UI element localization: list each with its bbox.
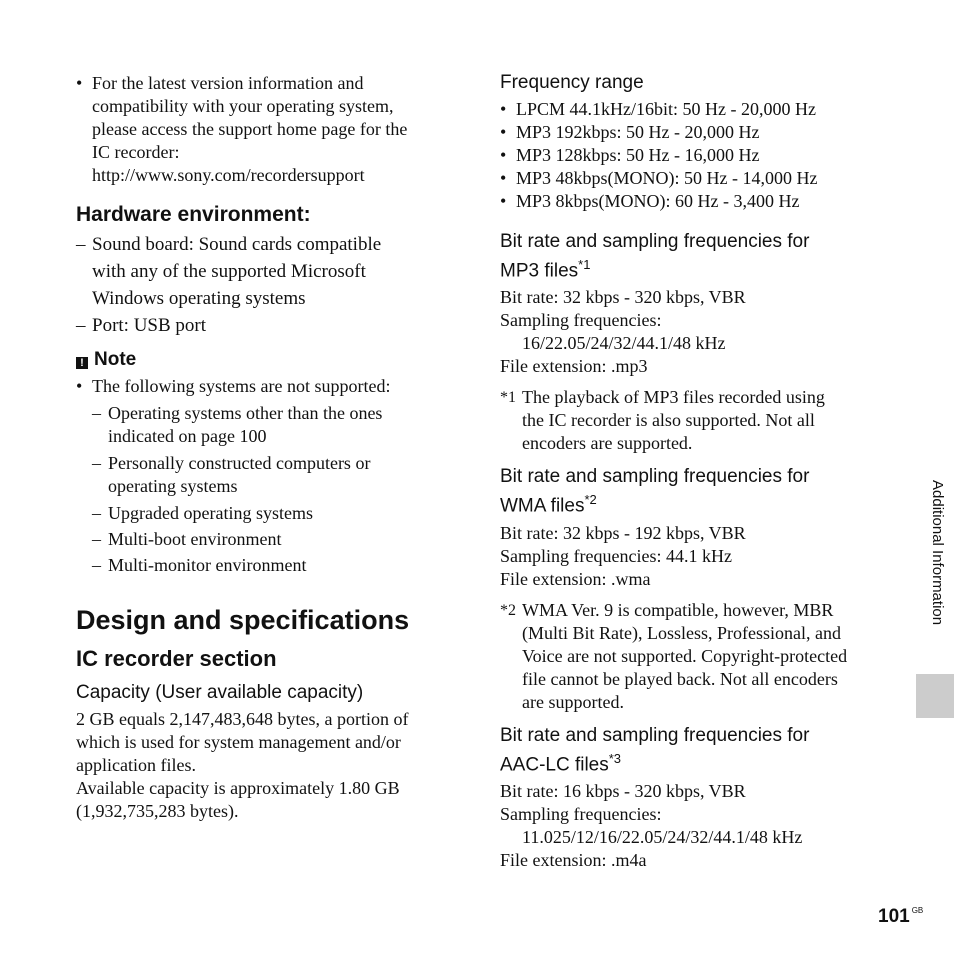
footnote-line: are supported. — [522, 691, 624, 712]
note-subitem-line: operating systems — [108, 476, 238, 496]
wma-bitrate: Bit rate: 32 kbps - 192 kbps, VBR — [500, 522, 746, 543]
mp3-extension: File extension: .mp3 — [500, 356, 648, 377]
footnote-line: WMA Ver. 9 is compatible, however, MBR — [522, 599, 834, 620]
frequency-item: • MP3 48kbps(MONO): 50 Hz - 14,000 Hz — [500, 167, 890, 190]
footnote-marker: *2 — [584, 492, 597, 508]
capacity-line: application files. — [76, 755, 196, 775]
hardware-line: Windows operating systems — [92, 288, 306, 309]
mp3-heading — [500, 230, 890, 282]
frequency-item: • LPCM 44.1kHz/16bit: 50 Hz - 20,000 Hz — [500, 98, 890, 121]
capacity-line: which is used for system management and/or — [76, 732, 401, 752]
note-bullet: • The following systems are not supported: — [76, 375, 476, 398]
intro-line: • For the latest version information and — [92, 73, 364, 93]
hardware-item — [76, 312, 476, 339]
footnote-line: The playback of MP3 files recorded using — [522, 387, 825, 408]
frequency-list — [500, 98, 890, 213]
capacity-line: Available capacity is approximately 1.80 GB — [76, 778, 400, 798]
right-column — [500, 72, 890, 872]
intro-line: please access the support home page for the — [92, 119, 408, 139]
page-number — [878, 906, 923, 928]
left-column — [76, 72, 476, 823]
note-subitem — [92, 402, 476, 448]
mp3-footnote — [500, 386, 890, 455]
note-subitem-line: – Multi-boot environment — [108, 529, 282, 549]
capacity-line: 2 GB equals 2,147,483,648 bytes, a portion of — [76, 709, 409, 729]
design-heading: Design and specifications — [76, 605, 410, 635]
frequency-heading: Frequency range — [500, 72, 644, 93]
mp3-sampling-values: 16/22.05/24/32/44.1/48 kHz — [522, 333, 726, 354]
capacity-heading: Capacity (User available capacity) — [76, 682, 364, 703]
aac-specs — [500, 780, 890, 872]
aac-sampling-label: Sampling frequencies: — [500, 803, 662, 824]
aac-heading-line: AAC-LC files — [500, 753, 609, 775]
hardware-line: – Port: USB port — [92, 315, 207, 336]
wma-extension: File extension: .wma — [500, 568, 651, 589]
footnote-line: (Multi Bit Rate), Lossless, Professional, and — [522, 622, 841, 643]
note-subitem — [92, 554, 476, 577]
aac-sampling-values: 11.025/12/16/22.05/24/32/44.1/48 kHz — [522, 826, 803, 847]
mp3-bitrate: Bit rate: 32 kbps - 320 kbps, VBR — [500, 287, 746, 308]
aac-heading-line: Bit rate and sampling frequencies for — [500, 724, 810, 746]
frequency-item: • MP3 128kbps: 50 Hz - 16,000 Hz — [500, 144, 890, 167]
footnote-marker: *2 — [500, 601, 516, 619]
note-heading — [76, 349, 476, 371]
note-subitem-line: indicated on page 100 — [108, 426, 267, 446]
capacity-line: (1,932,735,283 bytes). — [76, 801, 239, 821]
wma-heading-line: WMA files — [500, 495, 585, 517]
wma-specs — [500, 522, 890, 591]
note-subitem-line: – Operating systems other than the ones — [108, 403, 383, 423]
footnote-marker: *1 — [578, 257, 591, 272]
note-icon: ! — [76, 357, 88, 369]
page-number-value: 101 — [878, 906, 910, 927]
frequency-item: • MP3 8kbps(MONO): 60 Hz - 3,400 Hz — [500, 190, 890, 213]
hardware-heading: Hardware environment: — [76, 203, 311, 226]
note-subitem — [92, 452, 476, 498]
wma-footnote — [500, 599, 890, 714]
note-title: Note — [94, 349, 137, 370]
footnote-line: file cannot be played back. Not all encoders — [522, 668, 838, 689]
footnote-line: encoders are supported. — [522, 433, 693, 454]
mp3-specs — [500, 286, 890, 378]
aac-heading — [500, 724, 890, 776]
note-subitem — [92, 502, 476, 525]
note-subitem-line: – Personally constructed computers or — [108, 453, 371, 473]
aac-extension: File extension: .m4a — [500, 849, 647, 870]
wma-heading — [500, 465, 890, 517]
side-section-label: Additional Information — [929, 480, 946, 626]
note-subitem-line: – Multi-monitor environment — [108, 555, 307, 575]
hardware-line: with any of the supported Microsoft — [92, 261, 366, 282]
note-subitem — [92, 528, 476, 551]
mp3-heading-line: Bit rate and sampling frequencies for — [500, 231, 810, 252]
intro-bullet — [76, 72, 476, 187]
ic-recorder-heading: IC recorder section — [76, 646, 277, 671]
intro-line: compatibility with your operating system, — [92, 96, 394, 116]
intro-line: IC recorder: — [92, 142, 180, 162]
capacity-text — [76, 708, 476, 823]
footnote-line: Voice are not supported. Copyright-protected — [522, 645, 848, 666]
note-subitem-line: – Upgraded operating systems — [108, 503, 313, 523]
mp3-sampling-label: Sampling frequencies: — [500, 310, 662, 331]
note-subitems — [76, 402, 476, 577]
hardware-item — [76, 231, 476, 312]
support-url: http://www.sony.com/recordersupport — [92, 165, 365, 185]
side-thumb-tab — [916, 674, 954, 718]
wma-heading-line: Bit rate and sampling frequencies for — [500, 466, 810, 488]
footnote-marker: *3 — [608, 750, 622, 766]
footnote-marker: *1 — [500, 389, 516, 407]
footnote-line: the IC recorder is also supported. Not all — [522, 410, 815, 431]
mp3-heading-line: MP3 files — [500, 260, 579, 282]
aac-bitrate: Bit rate: 16 kbps - 320 kbps, VBR — [500, 780, 746, 801]
wma-sampling: Sampling frequencies: 44.1 kHz — [500, 545, 732, 566]
hardware-line: – Sound board: Sound cards compatible — [92, 234, 382, 255]
page-suffix: GB — [911, 906, 924, 915]
frequency-item: • MP3 192kbps: 50 Hz - 20,000 Hz — [500, 121, 890, 144]
